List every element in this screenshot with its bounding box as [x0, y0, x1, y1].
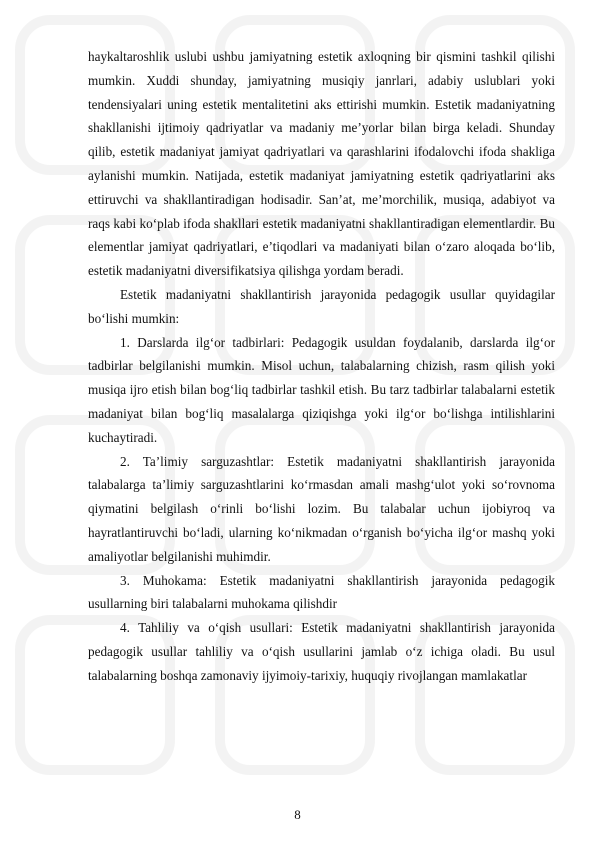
list-item-2: 2. Ta’limiy sarguzashtlar: Estetik madaniyatni shakllantirish jarayonida talabalarga ta’limiy sarguzashtlarini ko‘rmasdan amali mashg‘ulot yoki so‘rovnoma qiymatini belgilash o‘rinli bo‘lishi lozim. Bu talabalar uchun ijobiyroq va hayratlantiruvchi bo‘ladi, ularning ko‘nikmadan o‘rganish bo‘yicha ilg‘or mashq yoki amaliyotlar belgilanishi muhimdir. — [88, 453, 555, 564]
document-body — [88, 45, 555, 688]
list-item-4: 4. Tahliliy va o‘qish usullari: Estetik madaniyatni shakllantirish jarayonida pedagogik usullar tahliliy va o‘qish usullarini jamlab o‘z ichiga oladi. Bu usul talabalarning boshqa zamonaviy ijyimoiy-tarixiy, huquqiy rivojlangan mamlakatlar — [88, 620, 555, 683]
page-number: 8 — [294, 807, 301, 822]
list-item-3: 3. Muhokama: Estetik madaniyatni shakllantirish jarayonida pedagogik usullarning biri talabalarni muhokama qilishdir — [88, 572, 555, 612]
paragraph-intro-continued: haykaltaroshlik uslubi ushbu jamiyatning estetik axloqning bir qismini tashkil qilishi mumkin. Xuddi shunday, jamiyatning musiqiy janrlari, adabiy uslublari yoki tendensiyalari uning estetik mentalitetini aks ettirishi mumkin. Estetik madaniyatning shakllanishi ijtimoiy qadriyatlar va madaniy me’yorlar bilan birga keladi. Shunday qilib, estetik madaniyat jamiyat qadriyatlari va qarashlarini ifodalovchi ifoda shakliga aylanishi mumkin. Natijada, estetik madaniyat jamiyatning estetik qadriyatlarini aks ettiruvchi va shakllantiradigan hodisadir. San’at, me’morchilik, musiqa, adabiyot va raqs kabi ko‘plab ifoda shakllari estetik madaniyatni shakllantiradigan elementlardir. Bu elementlar jamiyat qadriyatlari, e’tiqodlari va madaniyati bilan o‘zaro aloqada bo‘lib, estetik madaniyatni diversifikatsiya qilishga yordam beradi. — [88, 49, 555, 279]
list-item-1: 1. Darslarda ilg‘or tadbirlari: Pedagogik usuldan foydalanib, darslarda ilg‘or tadbirlar belgilanishi mumkin. Misol uchun, talabalarning chizish, rasm qilish yoki musiqa ijro etish bilan bog‘liq tadbirlar tashkil etish. Bu tarz tadbirlar talabalarni estetik madaniyat bilan bog‘liq masalalarga qiziqishga yoki ilg‘or bo‘lishga intilishlarini kuchaytiradi. — [88, 334, 555, 445]
paragraph-methods-intro: Estetik madaniyatni shakllantirish jarayonida pedagogik usullar quyidagilar bo‘lishi mumkin: — [88, 286, 555, 326]
